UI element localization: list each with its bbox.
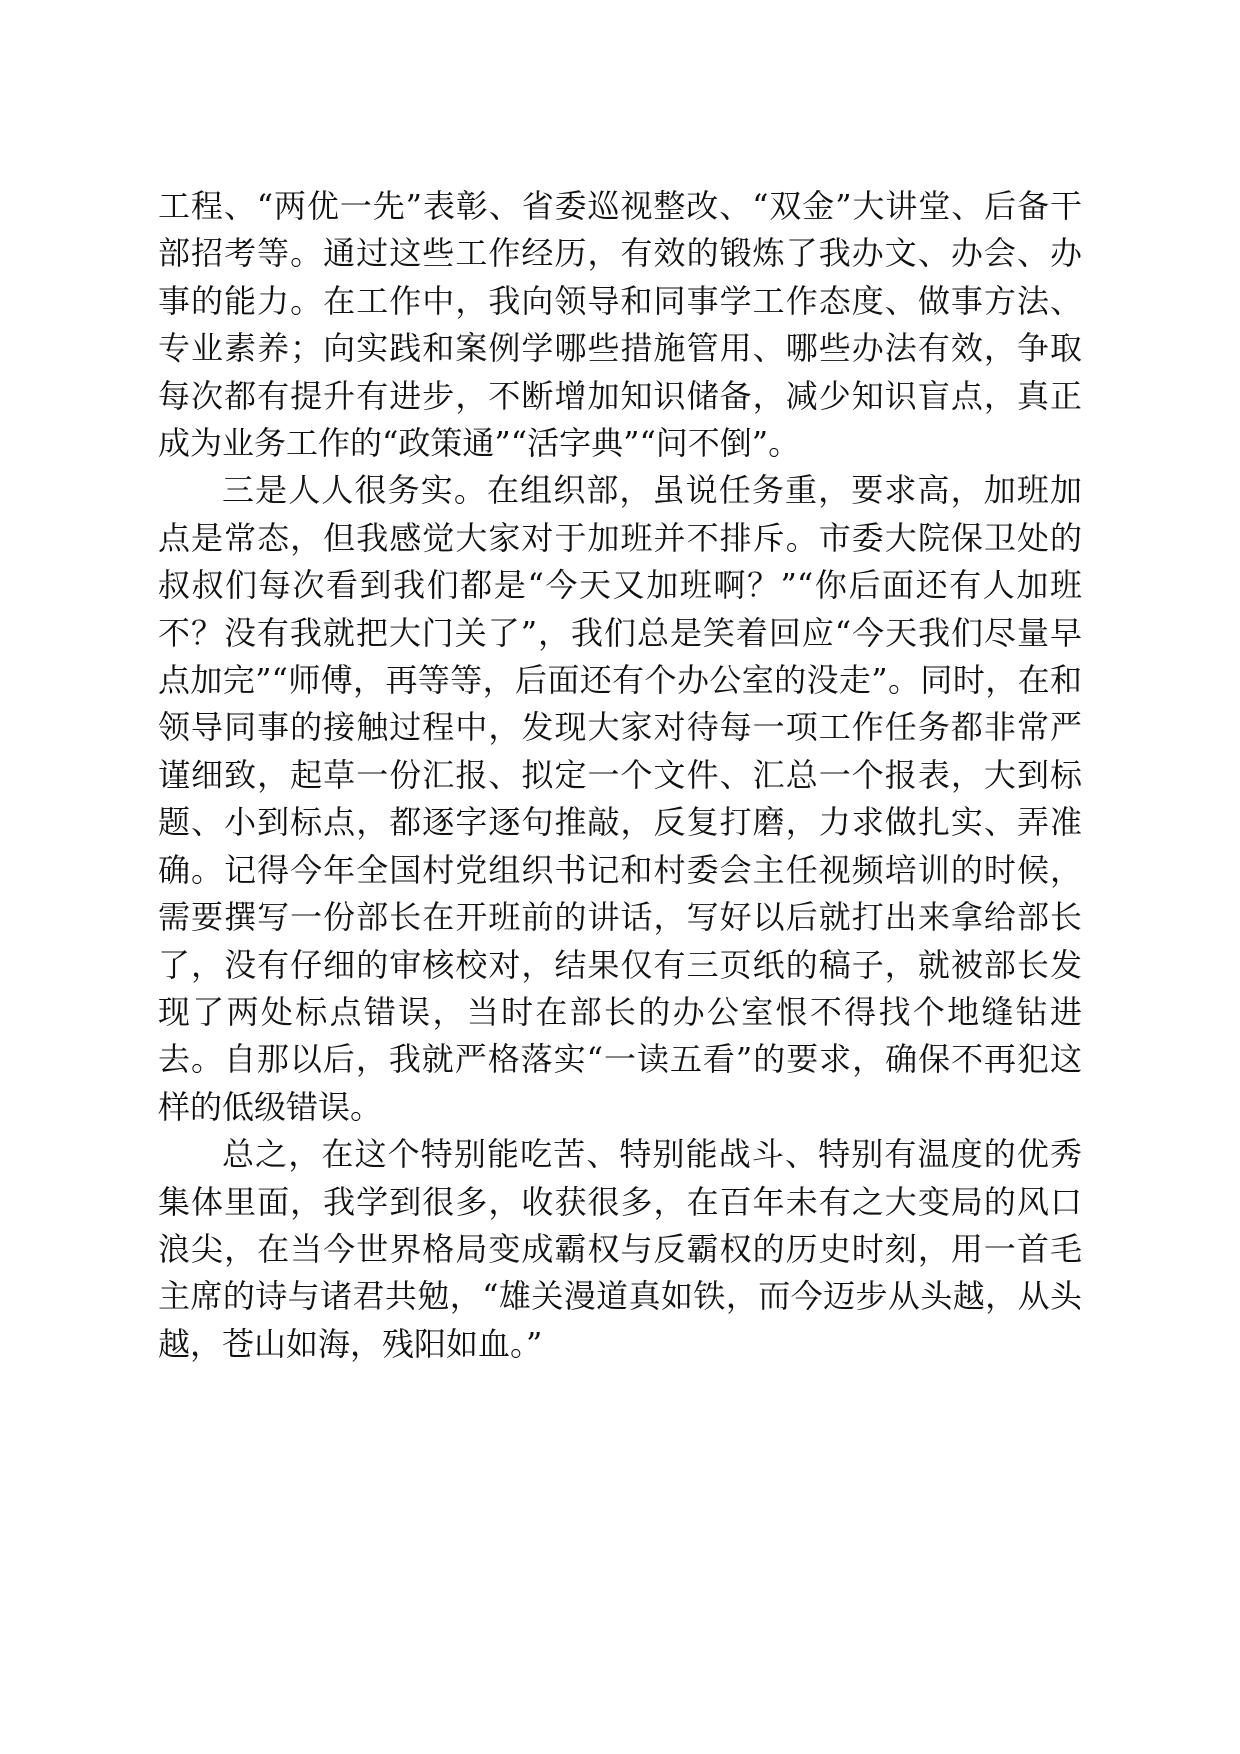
paragraph-point-three: 三是人人很务实。在组织部，虽说任务重，要求高，加班加点是常态，但我感觉大家对于加班并不排斥。市委大院保卫处的叔叔们每次看到我们都是“今天又加班啊？”“你后面还有人加班不？没有我就把大门关了”，我们总是笑着回应“今天我们尽量早点加完”“师傅，再等等，后面还有个办公室的没走”。同时，在和领导同事的接触过程中，发现大家对待每一项工作任务都非常严谨细致，起草一份汇报、拟定一个文件、汇总一个报表，大到标题、小到标点，都逐字逐句推敲，反复打磨，力求做扎实、弄准确。记得今年全国村党组织书记和村委会主任视频培训的时候，需要撰写一份部长在开班前的讲话，写好以后就打出来拿给部长了，没有仔细的审核校对，结果仅有三页纸的稿子，就被部长发现了两处标点错误，当时在部长的办公室恨不得找个地缝钻进去。自那以后，我就严格落实“一读五看”的要求，确保不再犯这样的低级错误。 bbox=[158, 471, 1082, 1126]
document-body bbox=[158, 183, 1082, 1368]
paragraph-conclusion: 总之，在这个特别能吃苦、特别能战斗、特别有温度的优秀集体里面，我学到很多，收获很多，在百年未有之大变局的风口浪尖，在当今世界格局变成霸权与反霸权的历史时刻，用一首毛主席的诗与诸君共勉，“雄关漫道真如铁，而今迈步从头越，从头越，苍山如海，残阳如血。” bbox=[158, 1135, 1082, 1363]
paragraph-continuation: 工程、“两优一先”表彰、省委巡视整改、“双金”大讲堂、后备干部招考等。通过这些工作经历，有效的锻炼了我办文、办会、办事的能力。在工作中，我向领导和同事学工作态度、做事方法、专业素养；向实践和案例学哪些措施管用、哪些办法有效，争取每次都有提升有进步，不断增加知识储备，减少知识盲点，真正成为业务工作的“政策通”“活字典”“问不倒”。 bbox=[158, 187, 1082, 463]
